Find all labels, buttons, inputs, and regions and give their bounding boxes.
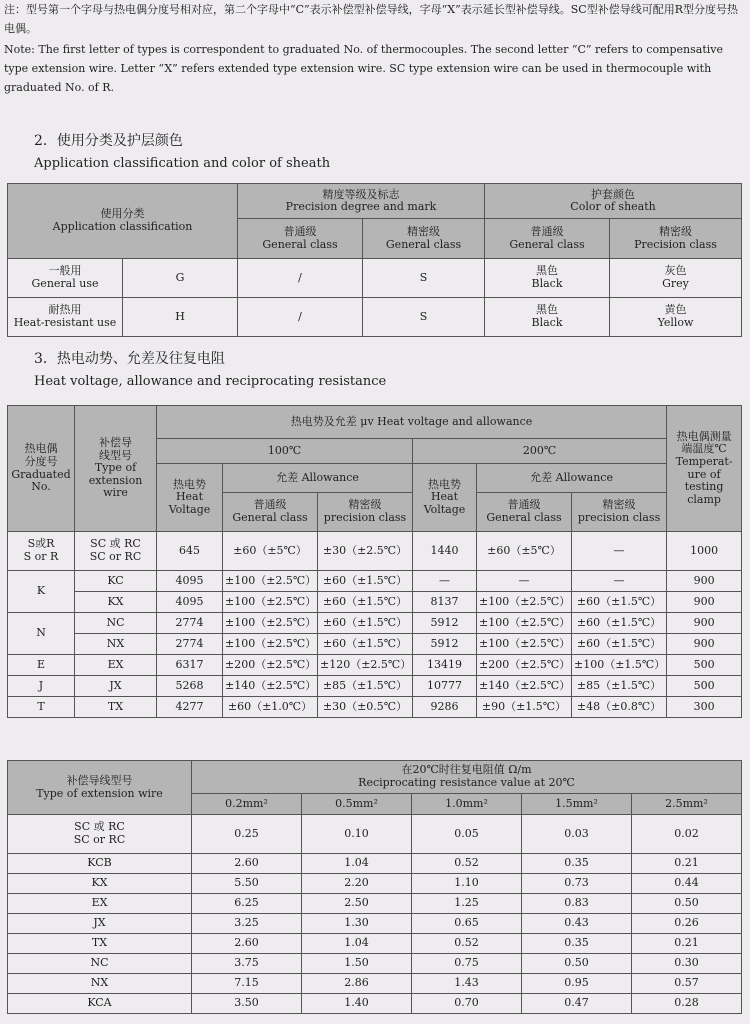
header-heat-voltage: 热电势及允差 μv Heat voltage and allowance: [157, 406, 667, 439]
table-row: KX 5.50 2.20 1.10 0.73 0.44: [8, 874, 742, 894]
table-row: NX 2774 ±100（±2.5℃） ±60（±1.5℃） 5912 ±100（±2.5℃） ±60（±1.5℃） 900: [8, 634, 742, 655]
header-allow-200: 允差 Allowance: [477, 464, 667, 493]
header-prec-precision: 精密级 General class: [363, 219, 485, 259]
header-200c: 200℃: [413, 439, 667, 464]
table-row: E EX 6317 ±200（±2.5℃） ±120（±2.5℃） 13419 ±200（±2.5℃） ±100（±1.5℃） 500: [8, 655, 742, 676]
section3-subtitle: Heat voltage, allowance and reciprocating resistance: [34, 374, 387, 389]
header-size: 2.5mm²: [632, 794, 742, 815]
table-row: N NC 2774 ±100（±2.5℃） ±60（±1.5℃） 5912 ±100（±2.5℃） ±60（±1.5℃） 900: [8, 613, 742, 634]
header-graduated: 热电偶 分度号 Graduated No.: [8, 406, 75, 532]
header-prec-100: 精密级 precision class: [318, 493, 413, 532]
header-application: 使用分类 Application classification: [8, 184, 238, 259]
table-row: KCB 2.60 1.04 0.52 0.35 0.21: [8, 854, 742, 874]
header-size: 0.5mm²: [302, 794, 412, 815]
table-row: NC 3.75 1.50 0.75 0.50 0.30: [8, 954, 742, 974]
header-wire-type: 补偿导 线型号 Type of extension wire: [75, 406, 157, 532]
section3-title: 3．热电动势、允差及往复电阻: [34, 351, 225, 367]
header-hv-200: 热电势 Heat Voltage: [413, 464, 477, 532]
header-size: 1.0mm²: [412, 794, 522, 815]
section2-subtitle: Application classification and color of sheath: [34, 156, 331, 171]
table-row: 耐热用 Heat-resistant use H / S 黑色 Black 黄色 Yellow: [8, 298, 742, 337]
note-english: Note: The first letter of types is correspondent to graduated No. of thermocouples. The second letter “C” refers to compensative type extension wire. Letter “X” refers extended type extension wire. SC type extension wire can be used in thermocouple with graduated No. of R.: [4, 43, 724, 94]
table-row: TX 2.60 1.04 0.52 0.35 0.21: [8, 934, 742, 954]
heat-voltage-table: [7, 405, 742, 718]
header-prec-200: 精密级 precision class: [572, 493, 667, 532]
table-row: SC 或 RC SC or RC 0.25 0.10 0.05 0.03 0.02: [8, 815, 742, 854]
header-size: 0.2mm²: [192, 794, 302, 815]
header-size: 1.5mm²: [522, 794, 632, 815]
section2-title: 2．使用分类及护层颜色: [34, 133, 183, 149]
table-row: KCA 3.50 1.40 0.70 0.47 0.28: [8, 994, 742, 1014]
header-gen-100: 普通级 General class: [223, 493, 318, 532]
table-row: T TX 4277 ±60（±1.0℃） ±30（±0.5℃） 9286 ±90（±1.5℃） ±48（±0.8℃） 300: [8, 697, 742, 718]
table-row: S或R S or R SC 或 RC SC or RC 645 ±60（±5℃） ±30（±2.5℃） 1440 ±60（±5℃） — 1000: [8, 532, 742, 571]
header-sheath-precision: 精密级 Precision class: [610, 219, 742, 259]
table-row: NX 7.15 2.86 1.43 0.95 0.57: [8, 974, 742, 994]
table-row: KX 4095 ±100（±2.5℃） ±60（±1.5℃） 8137 ±100（±2.5℃） ±60（±1.5℃） 900: [8, 592, 742, 613]
table-row: EX 6.25 2.50 1.25 0.83 0.50: [8, 894, 742, 914]
header-precision: 精度等级及标志 Precision degree and mark: [238, 184, 485, 219]
header-clamp-temp: 热电偶测量 端温度℃ Temperat- ure of testing clamp: [667, 406, 742, 532]
header-100c: 100℃: [157, 439, 413, 464]
header-sheath-general: 普通级 General class: [485, 219, 610, 259]
header-gen-200: 普通级 General class: [477, 493, 572, 532]
note-chinese: 注：型号第一个字母与热电偶分度号相对应，第二个字母中“C”表示补偿型补偿导线，字母“X”表示延长型补偿导线。SC型补偿导线可配用R型分度号热电偶。: [4, 3, 738, 35]
header-sheath: 护套颜色 Color of sheath: [485, 184, 742, 219]
application-classification-table: [7, 183, 742, 337]
resistance-table: [7, 760, 742, 1014]
header-hv-100: 热电势 Heat Voltage: [157, 464, 223, 532]
header-allow-100: 允差 Allowance: [223, 464, 413, 493]
header-resistance: 在20℃时往复电阻值 Ω/m Reciprocating resistance value at 20℃: [192, 761, 742, 794]
table-row: J JX 5268 ±140（±2.5℃） ±85（±1.5℃） 10777 ±140（±2.5℃） ±85（±1.5℃） 500: [8, 676, 742, 697]
table-row: JX 3.25 1.30 0.65 0.43 0.26: [8, 914, 742, 934]
header-prec-general: 普通级 General class: [238, 219, 363, 259]
header-wire-type: 补偿导线型号 Type of extension wire: [8, 761, 192, 815]
table-row: 一般用 General use G / S 黑色 Black 灰色 Grey: [8, 259, 742, 298]
table-row: K KC 4095 ±100（±2.5℃） ±60（±1.5℃） — — — 900: [8, 571, 742, 592]
